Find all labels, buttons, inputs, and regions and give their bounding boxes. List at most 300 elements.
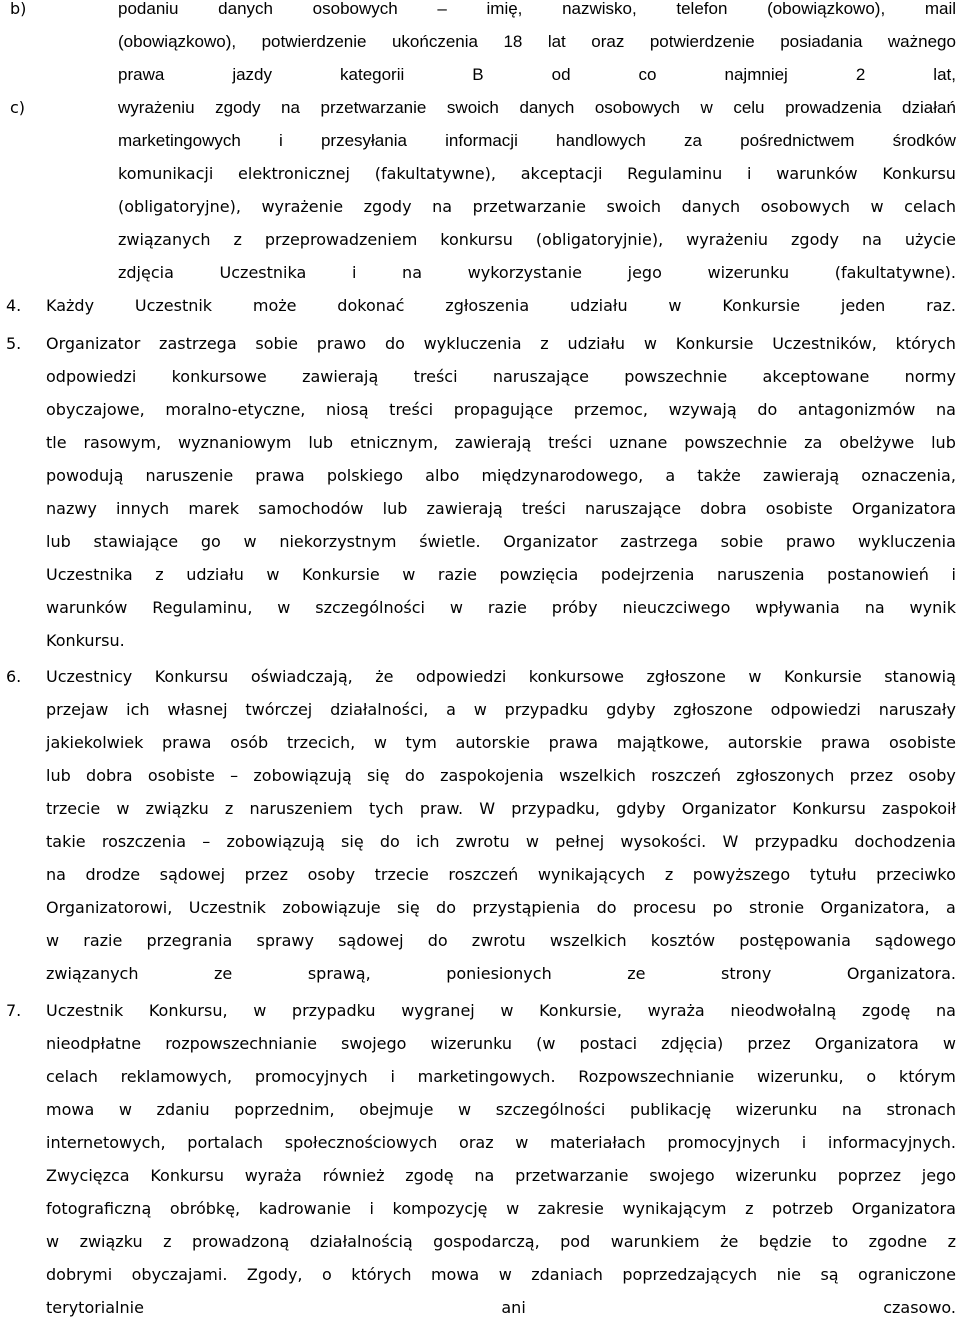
word: Konkursie (783, 667, 862, 686)
word: do (384, 334, 405, 353)
text-line (46, 660, 956, 693)
text-line (118, 124, 956, 157)
word: że (720, 1232, 739, 1251)
word: osobowych (312, 0, 398, 18)
word: zdaniach (531, 1265, 603, 1284)
word: tytułu (809, 865, 857, 884)
word: zgodę (862, 1001, 911, 1020)
text-line (46, 1093, 956, 1126)
word: roszczeń (448, 865, 519, 884)
word: osoby (908, 766, 956, 785)
word: szczególności (495, 1100, 606, 1119)
word: materiałach (550, 1133, 646, 1152)
word: zobowiązuje (282, 898, 381, 917)
list-item-4 (6, 289, 956, 322)
word: związku (79, 1232, 143, 1251)
word: na (432, 197, 453, 216)
word: zakresie (537, 1199, 604, 1218)
item-label: b) (10, 0, 27, 18)
word: danych (519, 98, 575, 117)
word: W (479, 799, 496, 818)
list-item-c (10, 91, 956, 289)
word: których (895, 334, 956, 353)
word: odpowiedzi (416, 667, 507, 686)
text-line (46, 492, 956, 525)
word: z (745, 1199, 754, 1218)
word: naruszeniem (249, 799, 353, 818)
text-line (118, 190, 956, 223)
word: Konkursu (150, 1166, 224, 1185)
word: powyższego (692, 865, 791, 884)
word: poprzedzających (622, 1265, 758, 1284)
word: Zwycięzca (46, 1166, 130, 1185)
word: do (596, 898, 617, 917)
word: w (506, 1199, 520, 1218)
word: przypadku, (511, 799, 600, 818)
word: przez (849, 766, 894, 785)
word: z (233, 230, 242, 249)
word: z (224, 799, 234, 818)
word: poprzez (837, 1166, 902, 1185)
word: ich (416, 832, 440, 851)
item-text (118, 91, 956, 289)
word: wizerunku, (756, 1067, 844, 1086)
word: w (458, 1100, 472, 1119)
word: obejmuje (359, 1100, 434, 1119)
word: osobiste (888, 733, 956, 752)
word: przemoc, (573, 400, 648, 419)
word: zwrotu (471, 931, 526, 950)
word: osobowych (760, 197, 850, 216)
word: odpowiedzi (770, 700, 861, 719)
word: prawa (548, 733, 599, 752)
text-line (46, 1027, 956, 1060)
word: podejrzenia (600, 565, 695, 584)
word: zgłoszone (673, 700, 753, 719)
text-line (46, 1192, 956, 1225)
word: potrzeb (772, 1199, 834, 1218)
word: przejaw (46, 700, 109, 719)
word: nieodwołalną (730, 1001, 837, 1020)
word: sobie (255, 334, 298, 353)
word: nazwisko, (562, 0, 637, 18)
word: oraz (591, 32, 625, 51)
word: w (373, 733, 387, 752)
word: użycie (904, 230, 956, 249)
word: danych (218, 0, 273, 18)
word: Konkursu, (148, 1001, 228, 1020)
word: wpływania (755, 598, 840, 617)
word: marek (188, 499, 240, 518)
word: prawo (316, 334, 367, 353)
word: się (341, 832, 364, 851)
word: nazwy (46, 499, 97, 518)
word: informacyjnych. (827, 1133, 956, 1152)
item-label: 4. (6, 296, 22, 315)
text-line: związanych ze sprawą, poniesionych ze strony Organizatora. (46, 964, 956, 983)
word: z (947, 1232, 956, 1251)
word: roszczenia (101, 832, 187, 851)
word: pośrednictwem (740, 131, 855, 150)
word: na (935, 400, 956, 419)
word: i (801, 1133, 807, 1152)
word: treści (413, 367, 458, 386)
word: lub (382, 499, 408, 518)
word: tych (368, 799, 404, 818)
word: są (820, 1265, 839, 1284)
word: powodują (46, 466, 124, 485)
word: dobra (86, 766, 133, 785)
word: poprzednim, (234, 1100, 335, 1119)
word: zgłoszonych (736, 766, 835, 785)
word: i (747, 164, 752, 183)
word: w (116, 799, 130, 818)
word: prawa (255, 466, 305, 485)
word: moralno-etyczne, (165, 400, 306, 419)
word: w (748, 667, 762, 686)
word: ich (126, 700, 150, 719)
word: Regulaminu, (152, 598, 253, 617)
word: obyczajowe, (46, 400, 145, 419)
word: sądowej (338, 931, 404, 950)
word: pod (560, 1232, 591, 1251)
word: tym (405, 733, 437, 752)
text-line: Konkursu. (46, 631, 125, 650)
word: obróbkę, (169, 1199, 241, 1218)
word: imię, (486, 0, 523, 18)
word: naruszające (492, 367, 589, 386)
word: postanowień (827, 565, 929, 584)
word: trzecie (46, 799, 101, 818)
word: wyraża (647, 1001, 705, 1020)
text-line (46, 327, 956, 360)
word: z (540, 334, 549, 353)
word: zgody (363, 197, 412, 216)
word: warunków (46, 598, 128, 617)
word: a (946, 898, 956, 917)
word: etnicznym, (349, 433, 439, 452)
word: drodze (85, 865, 141, 884)
text-line (46, 792, 956, 825)
word: prawa (820, 733, 871, 752)
word: Konkursie (675, 334, 754, 353)
word: w (525, 832, 539, 851)
word: publikację (629, 1100, 712, 1119)
word: – (230, 766, 239, 785)
word: w (498, 1265, 512, 1284)
word: swoich (446, 98, 499, 117)
word: na (864, 598, 885, 617)
word: Rozpowszechnianie (578, 1067, 735, 1086)
word: kadrowanie (258, 1199, 351, 1218)
word: wyrażenie (261, 197, 344, 216)
word: Organizatorowi, (46, 898, 173, 917)
word: takie (46, 832, 86, 851)
word: treści (389, 400, 434, 419)
word: majątkowe, (616, 733, 710, 752)
text-line (46, 1258, 956, 1291)
word: stronie (749, 898, 805, 917)
word: własnej (167, 700, 228, 719)
word: procesu (632, 898, 697, 917)
word: marketingowych. (417, 1067, 556, 1086)
word: i (369, 1199, 374, 1218)
word: przypadku (504, 700, 589, 719)
word: Uczestnicy (46, 667, 133, 686)
word: w (700, 98, 713, 117)
word: potwierdzenie (649, 32, 755, 51)
text-line: prawa jazdy kategorii B od co najmniej 2 lat, (118, 65, 956, 84)
word: na (935, 1001, 956, 1020)
word: w (46, 1232, 60, 1251)
word: stanowią (884, 667, 956, 686)
item-label: 5. (6, 334, 22, 353)
word: w (46, 931, 60, 950)
word: lub (931, 433, 956, 452)
word: udziału (186, 565, 244, 584)
word: osobowych (594, 98, 680, 117)
word: zgodę (405, 1166, 454, 1185)
text-line (46, 1225, 956, 1258)
word: mowa (46, 1100, 95, 1119)
word: elektronicznej (238, 164, 350, 183)
word: (w (536, 1034, 556, 1053)
word: nieodpłatne (46, 1034, 142, 1053)
word: normy (904, 367, 956, 386)
word: wyraża (244, 1166, 302, 1185)
word: postaci (579, 1034, 638, 1053)
text-line (46, 558, 956, 591)
word: kosztów (650, 931, 716, 950)
word: przeprowadzeniem (264, 230, 418, 249)
text-line (118, 223, 956, 256)
item-text (46, 327, 956, 657)
word: o (321, 1265, 332, 1284)
word: marketingowych (118, 131, 241, 150)
word: wizerunku (735, 1166, 817, 1185)
word: także (697, 466, 741, 485)
word: postępowania (739, 931, 851, 950)
word: przez (244, 865, 289, 884)
word: zawierają (762, 466, 840, 485)
word: danych (681, 197, 741, 216)
word: razie (83, 931, 123, 950)
word: w (515, 1133, 529, 1152)
word: szczególności (315, 598, 425, 617)
text-line (46, 459, 956, 492)
word: autorskie (455, 733, 530, 752)
item-text (46, 289, 956, 322)
word: przez (747, 1034, 791, 1053)
word: w (266, 565, 280, 584)
word: konkursu (440, 230, 513, 249)
word: w (870, 197, 884, 216)
word: ograniczone (858, 1265, 956, 1284)
word: razie (487, 598, 527, 617)
word: oznaczenia, (861, 466, 956, 485)
word: i (951, 565, 956, 584)
word: do (379, 832, 400, 851)
word: wykluczenia (423, 334, 522, 353)
word: międzynarodowego, (481, 466, 644, 485)
word: wysokości. (620, 832, 707, 851)
word: zawierają (426, 499, 503, 518)
word: mail (924, 0, 956, 18)
word: innych (116, 499, 170, 518)
word: portalach (187, 1133, 264, 1152)
word: przegrania (146, 931, 233, 950)
word: warunków (776, 164, 858, 183)
word: wizerunku (735, 1100, 818, 1119)
word: po (712, 898, 733, 917)
word: się (397, 898, 420, 917)
word: osobiste (765, 499, 833, 518)
word: powszechnie (684, 433, 788, 452)
word: zastrzega (620, 532, 698, 551)
word: W (722, 832, 739, 851)
word: w (243, 532, 257, 551)
word: zdaniu (156, 1100, 210, 1119)
word: powszechnie (624, 367, 728, 386)
word: – (437, 0, 447, 18)
word: dochodzenia (854, 832, 956, 851)
text-line (46, 924, 956, 957)
word: akceptowane (762, 367, 870, 386)
word: obyczajami. (131, 1265, 228, 1284)
word: związku (145, 799, 209, 818)
word: próby (551, 598, 598, 617)
word: się (366, 766, 390, 785)
word: będzie (758, 1232, 812, 1251)
word: propagujące (453, 400, 554, 419)
word: zaspokojenia (440, 766, 544, 785)
word: oraz (459, 1133, 494, 1152)
word: ukończenia (391, 32, 478, 51)
word: na (281, 98, 300, 117)
text-line (46, 1126, 956, 1159)
word: naruszały (878, 700, 956, 719)
word: sobie (720, 532, 764, 551)
word: Konkursie, (539, 1001, 622, 1020)
word: do (404, 766, 425, 785)
list-item-5 (6, 327, 956, 657)
word: w (253, 1001, 267, 1020)
word: (obligatoryjnie), (535, 230, 664, 249)
word: do (757, 400, 778, 419)
word: wygranej (401, 1001, 475, 1020)
word: działalności, (330, 700, 429, 719)
word: potwierdzenie (261, 32, 367, 51)
word: mowa (430, 1265, 480, 1284)
item-text (118, 0, 956, 91)
text-line (46, 693, 956, 726)
word: zwrotu (455, 832, 510, 851)
word: że (375, 667, 394, 686)
word: (fakultatywne), (374, 164, 496, 183)
text-line: Każdy Uczestnik może dokonać zgłoszenia udziału w Konkursie jeden raz. (46, 296, 956, 315)
word: zgody (791, 230, 839, 249)
word: albo (425, 466, 460, 485)
text-line (46, 525, 956, 558)
word: na (46, 865, 66, 884)
word: konkursowe (171, 367, 267, 386)
word: działalnością (309, 1232, 413, 1251)
word: a (446, 700, 456, 719)
word: Organizator (503, 532, 598, 551)
word: społecznościowych (284, 1133, 438, 1152)
word: Organizator (681, 799, 777, 818)
word: i (390, 1067, 395, 1086)
word: samochodów (258, 499, 364, 518)
word: praw. (419, 799, 464, 818)
list-item-7 (6, 994, 956, 1324)
word: przystąpienia (472, 898, 581, 917)
word: ważnego (887, 32, 956, 51)
word: stawiające (93, 532, 179, 551)
word: świetle. (419, 532, 481, 551)
word: lub (46, 532, 71, 551)
word: prowadzoną (191, 1232, 290, 1251)
word: Organizatora (814, 1034, 919, 1053)
word: wynikającym (622, 1199, 727, 1218)
word: posiadania (780, 32, 863, 51)
word: handlowych (556, 131, 646, 150)
word: również (322, 1166, 385, 1185)
text-line (46, 393, 956, 426)
word: osobiste (147, 766, 215, 785)
word: autorskie (727, 733, 803, 752)
word: przypadku (291, 1001, 376, 1020)
text-line: zdjęcia Uczestnika i na wykorzystanie jego wizerunku (fakultatywne). (118, 263, 956, 282)
item-text (46, 994, 956, 1324)
word: w (942, 1034, 956, 1053)
item-label: c) (10, 98, 26, 117)
word: zawierają (455, 433, 532, 452)
word: przetwarzanie (320, 98, 427, 117)
word: zobowiązują (226, 832, 325, 851)
word: z (155, 565, 164, 584)
word: pełnej (555, 832, 605, 851)
word: twórczej (245, 700, 313, 719)
word: podaniu (118, 0, 179, 18)
word: w (118, 1100, 132, 1119)
word: w (500, 1001, 514, 1020)
word: przesyłania (320, 131, 407, 150)
word: prawa (162, 733, 212, 752)
word: naruszenie (145, 466, 234, 485)
word: zgłoszone (646, 667, 726, 686)
word: sądowego (875, 931, 956, 950)
word: obelżywe (839, 433, 915, 452)
word: przypadku (754, 832, 839, 851)
word: lub (308, 433, 334, 452)
word: Uczestników, (772, 334, 877, 353)
word: osób (230, 733, 269, 752)
text-line (46, 726, 956, 759)
word: informacji (445, 131, 518, 150)
text-line (46, 360, 956, 393)
word: osoby (307, 865, 356, 884)
word: (obowiązkowo), (767, 0, 886, 18)
word: lub (46, 766, 71, 785)
word: Organizatora, (820, 898, 930, 917)
word: z (664, 865, 674, 884)
word: udziału (567, 334, 626, 353)
word: a (665, 466, 676, 485)
word: Organizatora (851, 1199, 956, 1218)
word: powzięcia (499, 565, 579, 584)
word: naruszenia (716, 565, 805, 584)
